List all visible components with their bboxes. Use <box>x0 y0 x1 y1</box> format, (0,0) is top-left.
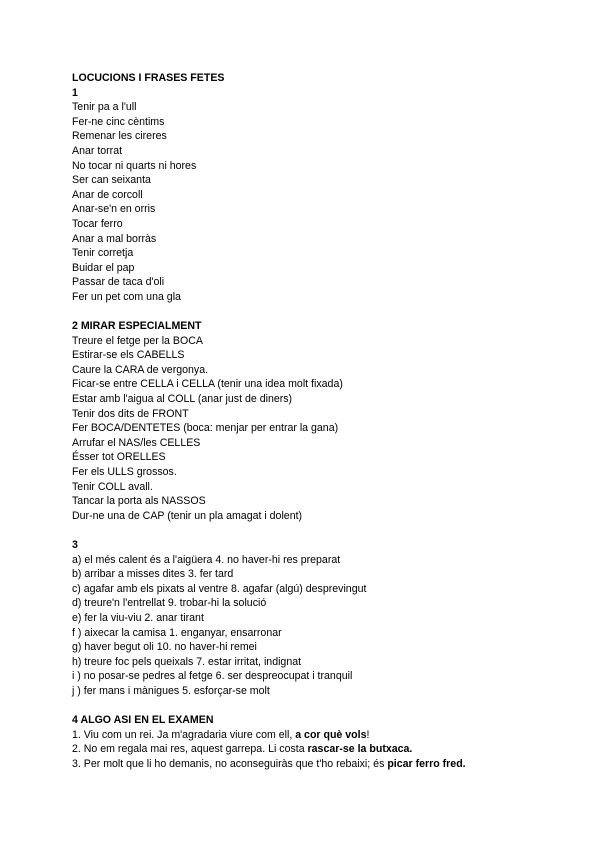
list-item: Tenir pa a l'ull <box>72 101 137 114</box>
section-3-list <box>72 553 542 699</box>
list-item: d) treure'n l'entrellat 9. trobar-hi la solució <box>72 597 267 610</box>
example-after: ! <box>366 728 370 741</box>
list-item: h) treure foc pels queixals 7. estar irritat, indignat <box>72 655 302 668</box>
list-item: Anar de corcoll <box>72 188 143 201</box>
document-title: LOCUCIONS I FRASES FETES <box>72 72 225 84</box>
example-sentence <box>72 728 542 743</box>
section-4-heading: 4 ALGO ASI EN EL EXAMEN <box>72 714 214 727</box>
list-item: Fer els ULLS grossos. <box>72 466 177 479</box>
list-item: Tenir COLL avall. <box>72 480 153 493</box>
list-item: Tancar la porta als NASSOS <box>72 495 206 508</box>
list-item: g) haver begut oli 10. no haver-hi remei <box>72 641 257 654</box>
example-locution: picar ferro fred. <box>387 757 466 770</box>
spacer <box>72 305 542 320</box>
list-item: j ) fer mans i mànigues 5. esforçar-se molt <box>72 684 270 697</box>
list-item: Ésser tot ORELLES <box>72 451 166 464</box>
spacer <box>72 699 542 714</box>
section-2-heading: 2 MIRAR ESPECIALMENT <box>72 320 202 333</box>
list-item: Remenar les cireres <box>72 130 167 143</box>
example-sentence <box>72 757 542 772</box>
list-item: Anar a mal borràs <box>72 232 157 245</box>
list-item: Arrufar el NAS/les CELLES <box>72 436 201 449</box>
example-locution: a cor què vols <box>295 728 367 741</box>
list-item: Caure la CARA de vergonya. <box>72 363 209 376</box>
list-item: e) fer la viu-viu 2. anar tirant <box>72 611 204 624</box>
list-item: Tocar ferro <box>72 217 123 230</box>
list-item: Estirar-se els CABELLS <box>72 349 185 362</box>
list-item: Buidar el pap <box>72 261 135 274</box>
list-item: Estar amb l'aigua al COLL (anar just de diners) <box>72 393 293 406</box>
list-item: No tocar ni quarts ni hores <box>72 159 197 172</box>
list-item: Ser can seixanta <box>72 174 151 187</box>
list-item: Fer un pet com una gla <box>72 290 181 303</box>
list-item: Fer BOCA/DENTETES (boca: menjar per entrar la gana) <box>72 422 339 435</box>
list-item: i ) no posar-se pedres al fetge 6. ser despreocupat i tranquil <box>72 670 353 683</box>
list-item: Tenir corretja <box>72 247 134 260</box>
section-1-list <box>72 100 542 304</box>
section-1-heading: 1 <box>72 86 78 99</box>
list-item: Anar-se'n en orris <box>72 203 156 216</box>
list-item: b) arribar a misses dites 3. fer tard <box>72 568 234 581</box>
list-item: Dur-ne una de CAP (tenir un pla amagat i dolent) <box>72 509 303 522</box>
list-item: f ) aixecar la camisa 1. enganyar, ensarronar <box>72 626 282 639</box>
list-item: a) el més calent és a l'aigüera 4. no haver-hi res preparat <box>72 553 341 566</box>
list-item: c) agafar amb els pixats al ventre 8. agafar (algú) desprevingut <box>72 582 367 595</box>
section-3-heading: 3 <box>72 539 78 551</box>
section-2-list <box>72 334 542 524</box>
example-sentence <box>72 742 542 757</box>
list-item: Fer-ne cinc cèntims <box>72 115 165 128</box>
document-page <box>72 71 542 772</box>
list-item: Tenir dos dits de FRONT <box>72 407 189 420</box>
list-item: Passar de taca d'oli <box>72 276 165 289</box>
section-4-examples <box>72 728 542 772</box>
example-text: 1. Viu com un rei. Ja m'agradaria viure com ell, <box>72 728 296 741</box>
example-text: 2. No em regala mai res, aquest garrepa. Li costa <box>72 743 308 756</box>
example-text: 3. Per molt que li ho demanis, no aconseguiràs que t'ho rebaixi; és <box>72 757 388 770</box>
list-item: Treure el fetge per la BOCA <box>72 334 203 347</box>
list-item: Anar torrat <box>72 144 123 157</box>
spacer <box>72 523 542 538</box>
example-locution: rascar-se la butxaca. <box>307 743 413 756</box>
list-item: Ficar-se entre CELLA i CELLA (tenir una idea molt fixada) <box>72 378 343 391</box>
